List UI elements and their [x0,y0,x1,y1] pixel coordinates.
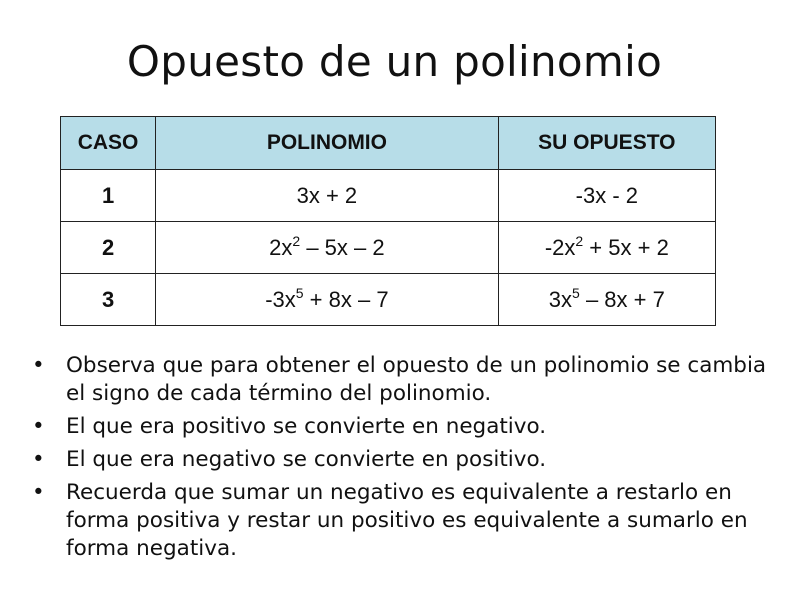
expression-term: 3x [548,286,573,312]
exponent: 5 [572,284,580,301]
list-item [28,413,778,441]
expression-term: -2x [544,234,576,260]
table-row [61,222,716,274]
note-text: Recuerda que sumar un negativo es equivalente a restarlo en forma positiva y restar un positivo es equivalente a sumarlo en forma negativa. [66,480,748,561]
notes-list [28,352,778,568]
list-item [28,446,778,474]
polynomial-cell [156,222,499,274]
header-polynomial: POLINOMIO [156,117,499,170]
case-number: 2 [61,222,156,274]
opposite-cell [498,222,715,274]
note-text: El que era positivo se convierte en negativo. [66,414,547,439]
expression-term: + 8x – 7 [303,286,389,312]
case-number: 1 [61,170,156,222]
case-number: 3 [61,274,156,326]
opposite-cell [498,170,715,222]
header-case: CASO [61,117,156,170]
polynomial-cell [156,274,499,326]
expression-term: -3x [265,286,296,312]
opposite-cell [498,274,715,326]
list-item [28,479,778,563]
expression-term: – 8x + 7 [579,286,665,312]
polynomial-cell [156,170,499,222]
expression-term: 3x + 2 [296,182,358,208]
exponent: 2 [292,232,301,249]
exponent: 2 [575,232,584,249]
expression-term: – 5x – 2 [300,234,385,260]
expression-term: + 5x + 2 [583,234,669,260]
bullet-icon: • [32,414,45,439]
exponent: 5 [295,284,304,301]
expression-term: 2x [269,234,293,260]
bullet-icon: • [32,447,45,472]
table-row [61,170,716,222]
list-item [28,352,778,408]
note-text: Observa que para obtener el opuesto de un polinomio se cambia el signo de cada término del polinomio. [66,353,767,406]
expression-term: -3x - 2 [575,182,638,208]
bullet-icon: • [32,480,45,505]
bullet-icon: • [32,353,45,378]
table-header-row [61,117,716,170]
note-text: El que era negativo se convierte en positivo. [66,447,547,472]
polynomial-opposite-table [60,116,716,326]
table-row [61,274,716,326]
page-title: Opuesto de un polinomio [126,37,663,86]
header-opposite: SU OPUESTO [498,117,715,170]
